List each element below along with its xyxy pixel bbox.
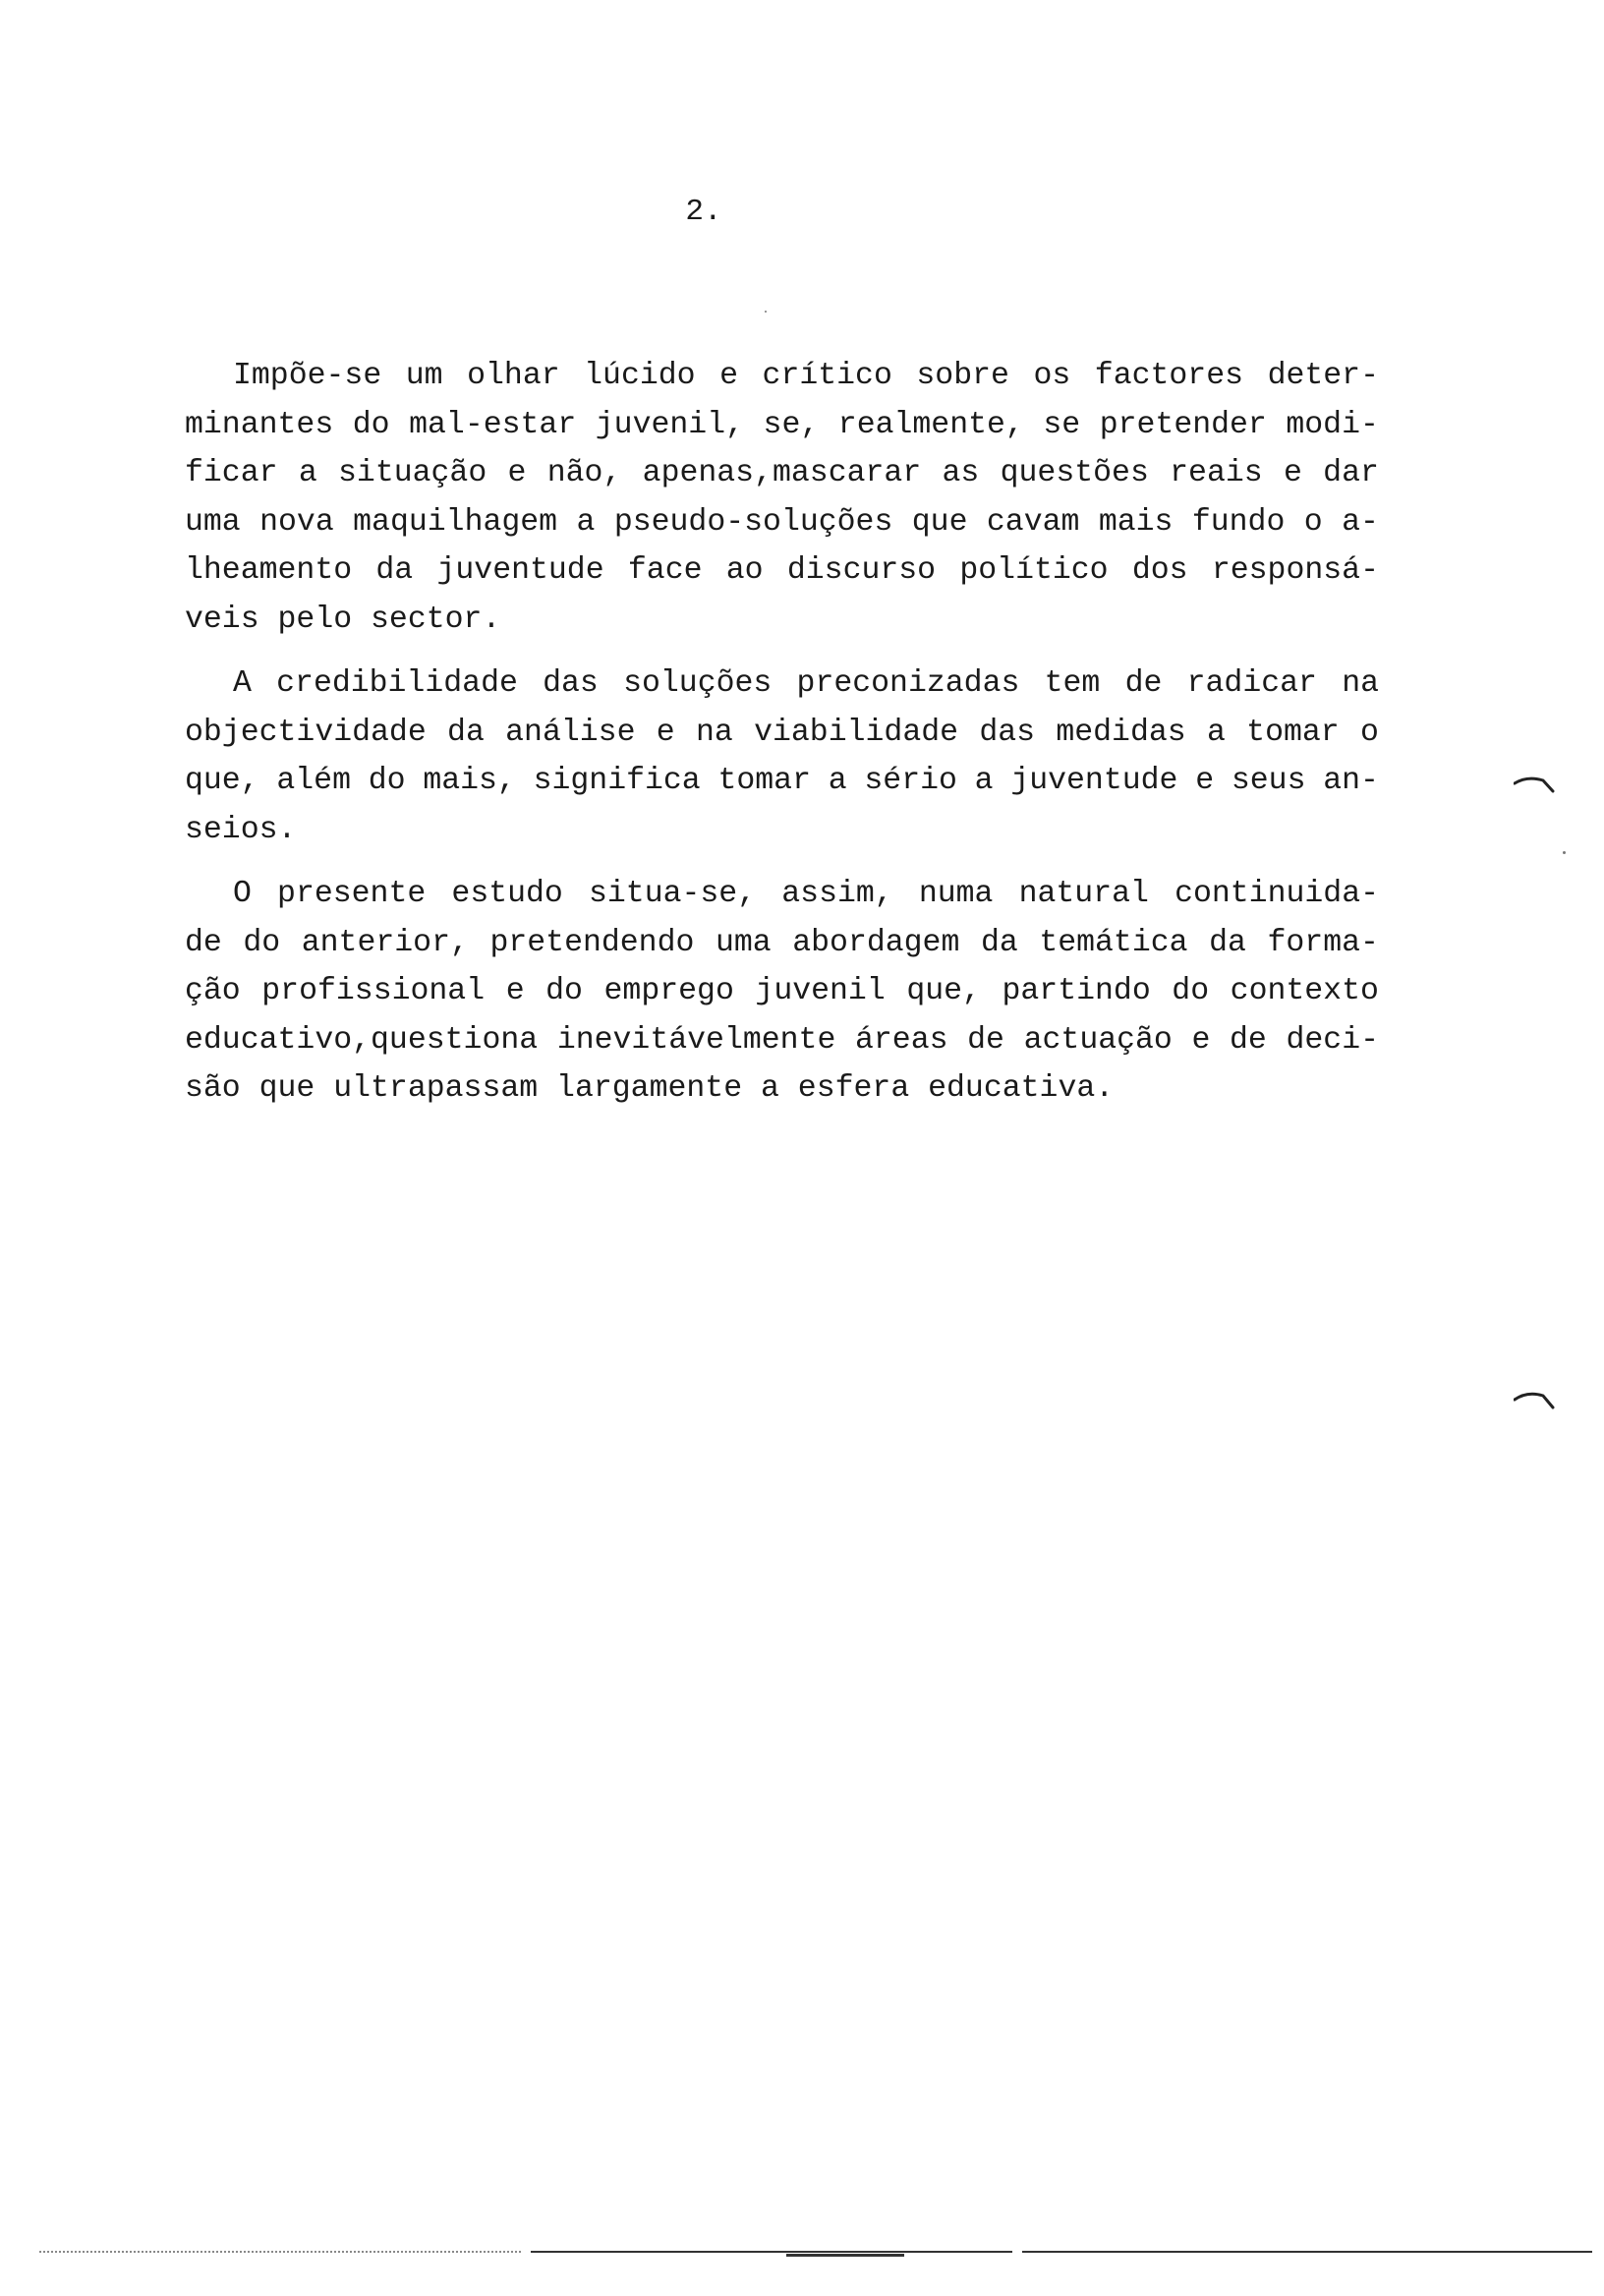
paragraph [185,870,1379,1114]
paragraph-gap [185,644,1379,660]
paragraph [185,352,1379,644]
bottom-dotted-edge [39,2251,521,2253]
bottom-rule [786,2254,904,2257]
text-line: uma nova maquilhagem a pseudo-soluções que cavam mais fundo o a- [185,504,1379,540]
text-line: Impõe-se um olhar lúcido e crítico sobre os factores deter- [233,359,1379,393]
text-line: de do anterior, pretendendo uma abordagem da temática da forma- [185,925,1379,960]
text-line: O presente estudo situa-se, assim, numa natural continuida- [233,877,1379,911]
bottom-rule [531,2251,1012,2253]
paragraph-gap [185,854,1379,870]
scan-speck [765,311,767,313]
bottom-rule [1022,2251,1592,2253]
margin-mark [1514,1392,1557,1409]
paragraph [185,660,1379,854]
text-line: veis pelo sector. [185,602,501,637]
text-line: objectividade da análise e na viabilidade das medidas a tomar o [185,715,1379,750]
text-line: seios. [185,812,297,847]
text-line: educativo,questiona inevitávelmente áreas de actuação e de deci- [185,1022,1379,1058]
text-line: ficar a situação e não, apenas,mascarar as questões reais e dar [185,456,1379,490]
margin-mark [1514,776,1557,794]
page-number: 2. [685,195,722,229]
text-line: que, além do mais, significa tomar a sério a juventude e seus an- [185,764,1379,798]
text-line: lheamento da juventude face ao discurso político dos responsá- [185,553,1379,588]
text-line: ção profissional e do emprego juvenil que, partindo do contexto [185,974,1379,1008]
text-line: são que ultrapassam largamente a esfera educativa. [185,1071,1115,1106]
text-line: A credibilidade das soluções preconizadas tem de radicar na [233,666,1379,701]
scan-speck [1563,851,1566,854]
body-text [185,352,1379,1114]
text-line: minantes do mal-estar juvenil, se, realmente, se pretender modi- [185,407,1379,442]
